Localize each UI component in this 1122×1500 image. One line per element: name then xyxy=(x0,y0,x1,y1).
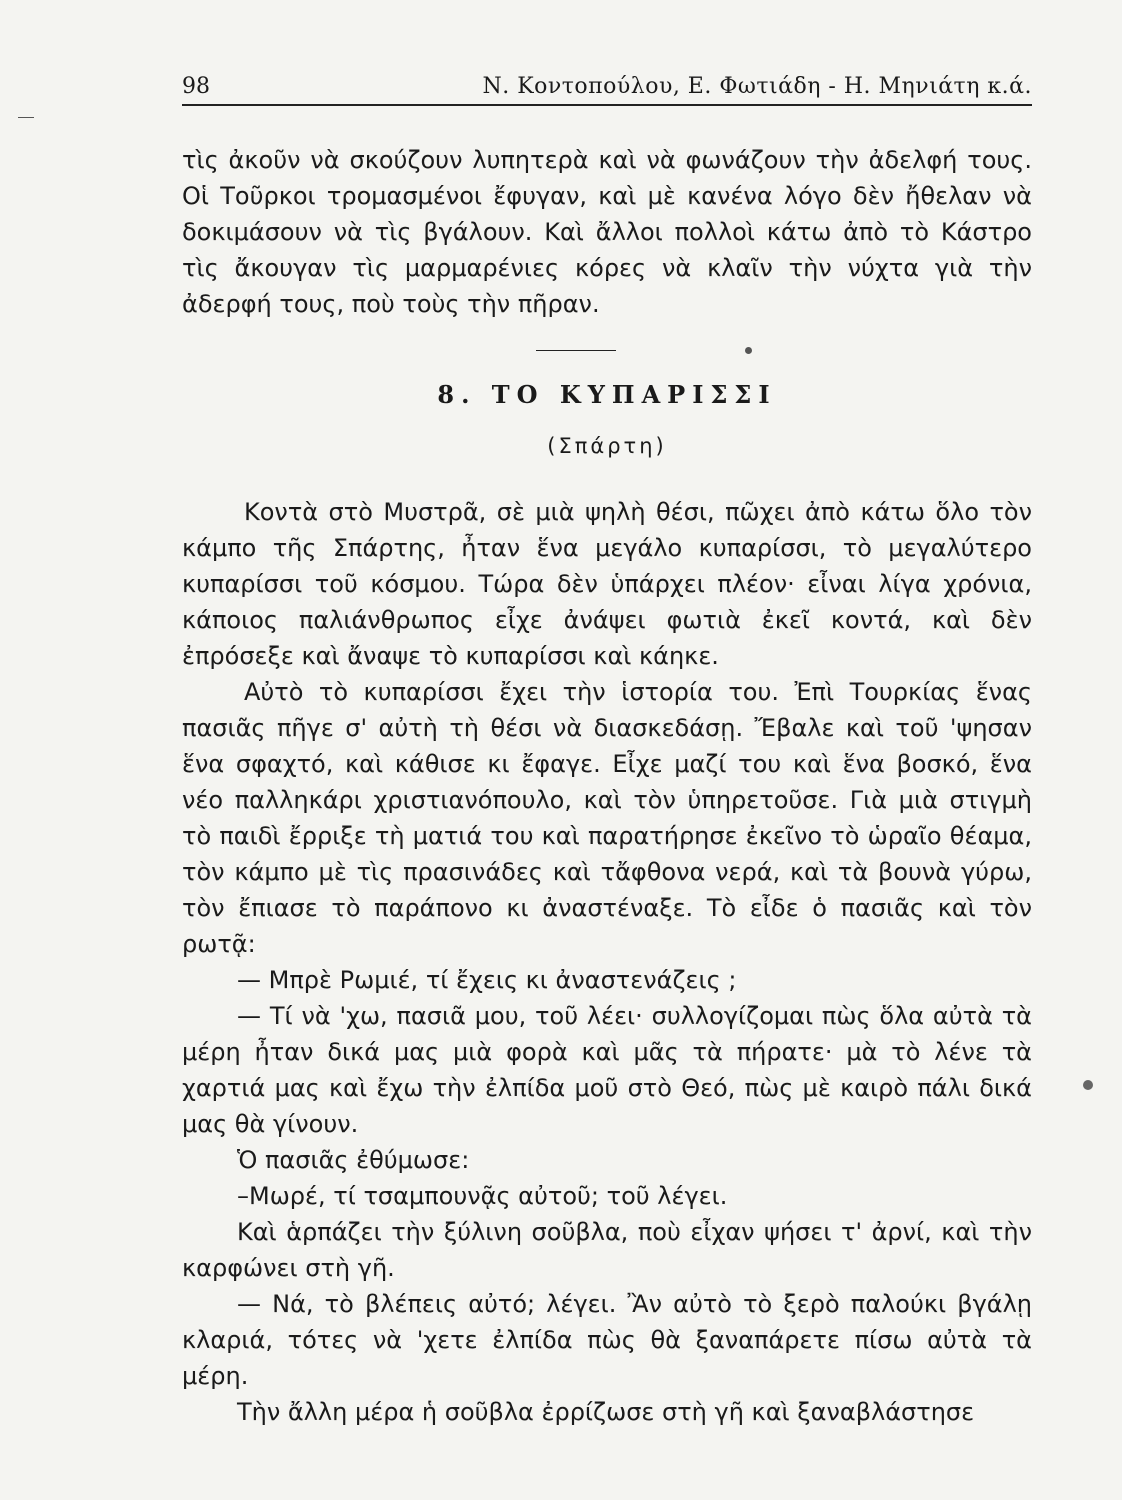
story-paragraph: Αὐτὸ τὸ κυπαρίσσι ἔχει τὴν ἱστορία του. Ἐπὶ Τουρκίας ἕνας πασιᾶς πῆγε σ' αὐτὴ τὴ θέσι νὰ διασκεδάσῃ. Ἔβαλε καὶ τοῦ 'ψησαν ἕνα σφαχτό, καὶ κάθισε κι ἔφαγε. Εἶχε μαζί του καὶ ἕνα βοσκό, ἕνα νέο παλληκάρι χριστιανόπουλο, καὶ τὸν ὑπηρετοῦσε. Γιὰ μιὰ στιγμὴ τὸ παιδὶ ἔρριξε τὴ ματιά του καὶ παρατήρησε ἐκεῖνο τὸ ὡραῖο θέαμα, τὸν κάμπο μὲ τὶς πρασινάδες καὶ τἄφθονα νερά, καὶ τὰ βουνὰ γύρω, τὸν ἔπιασε τὸ παράπονο κι ἀναστέναξε. Τὸ εἶδε ὁ πασιᾶς καὶ τὸν ρωτᾷ: xyxy=(182,678,1032,958)
page-header xyxy=(182,70,1032,106)
section-divider xyxy=(536,350,616,351)
story-paragraph: Καὶ ἁρπάζει τὴν ξύλινη σοῦβλα, ποὺ εἶχαν ψήσει τ' ἀρνί, καὶ τὴν καρφώνει στὴ γῆ. xyxy=(182,1218,1032,1282)
dialogue-line: –Μωρέ, τί τσαμπουνᾷς αὐτοῦ; τοῦ λέγει. xyxy=(237,1182,728,1210)
page-number: 98 xyxy=(182,74,210,99)
margin-dot xyxy=(1083,1080,1093,1090)
chapter-title: 8. ΤΟ ΚΥΠΑΡΙΣΣΙ xyxy=(437,380,777,409)
story-text-block xyxy=(182,494,1032,1430)
ornament-dot xyxy=(745,347,752,354)
margin-mark xyxy=(18,117,34,118)
intro-paragraph: τὶς ἀκοῦν νὰ σκούζουν λυπητερὰ καὶ νὰ φωνάζουν τὴν ἀδελφή τους. Οἱ Τοῦρκοι τρομασμένοι ἔφυγαν, καὶ μὲ κανένα λόγο δὲν ἤθελαν νὰ δοκιμάσουν νὰ τὶς βγάλουν. Καὶ ἄλλοι πολλοὶ κάτω ἀπὸ τὸ Κάστρο τὶς ἄκουγαν τὶς μαρμαρένιες κόρες νὰ κλαῖν τὴν νύχτα γιὰ τὴν ἀδερφή τους, ποὺ τοὺς τὴν πῆραν. xyxy=(182,146,1032,318)
dialogue-line: — Τί νὰ 'χω, πασιᾶ μου, τοῦ λέει· συλλογίζομαι πὼς ὅλα αὐτὰ τὰ μέρη ἦταν δικά μας μιὰ φορὰ καὶ μᾶς τὰ πήρατε· μὰ τὸ λένε τὰ χαρτιά μας καὶ ἔχω τὴν ἐλπίδα μοῦ στὸ Θεό, πὼς μὲ καιρὸ πάλι δικά μας θὰ γίνουν. xyxy=(182,1002,1032,1138)
story-paragraph: Ὁ πασιᾶς ἐθύμωσε: xyxy=(237,1146,470,1174)
dialogue-line: — Μπρὲ Ρωμιέ, τί ἔχεις κι ἀναστενάζεις ; xyxy=(237,966,737,994)
story-paragraph: Τὴν ἄλλη μέρα ἡ σοῦβλα ἐρρίζωσε στὴ γῆ καὶ ξαναβλάστησε xyxy=(237,1398,975,1426)
intro-text-block xyxy=(182,142,1032,322)
dialogue-line: — Νά, τὸ βλέπεις αὐτό; λέγει. Ἂν αὐτὸ τὸ ξερὸ παλούκι βγάλῃ κλαριά, τότες νὰ 'χετε ἐλπίδα πὼς θὰ ξαναπάρετε πίσω αὐτὰ τὰ μέρη. xyxy=(182,1290,1032,1390)
story-paragraph: Κοντὰ στὸ Μυστρᾶ, σὲ μιὰ ψηλὴ θέσι, πῶχει ἀπὸ κάτω ὅλο τὸν κάμπο τῆς Σπάρτης, ἦταν ἕνα μεγάλο κυπαρίσσι, τὸ μεγαλύτερο κυπαρίσσι τοῦ κόσμου. Τώρα δὲν ὑπάρχει πλέον· εἶναι λίγα χρόνια, κάποιος παλιάνθρωπος εἶχε ἀνάψει φωτιὰ ἐκεῖ κοντά, καὶ δὲν ἐπρόσεξε καὶ ἄναψε τὸ κυπαρίσσι καὶ κάηκε. xyxy=(182,498,1032,670)
running-head: Ν. Κοντοπούλου, Ε. Φωτιάδη - Η. Μηνιάτη κ.ά. xyxy=(482,74,1032,99)
chapter-subtitle: (Σπάρτη) xyxy=(547,434,667,458)
